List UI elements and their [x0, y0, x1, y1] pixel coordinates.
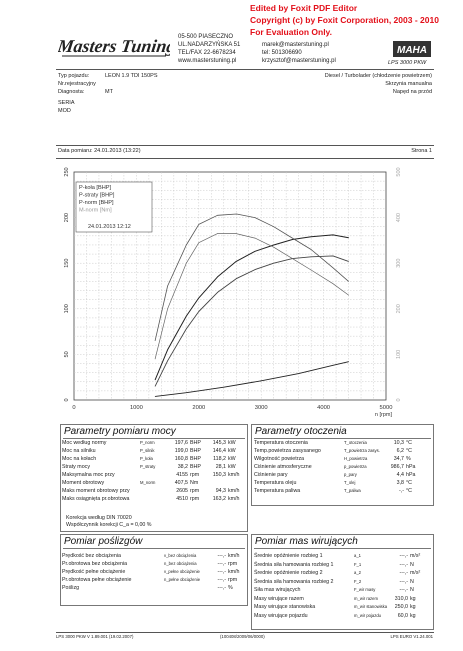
params-sym-5: M_norm — [140, 480, 156, 485]
params-v1-1: 199,0 — [174, 448, 188, 454]
slip-sym-0: v_bez obciążenia — [164, 553, 197, 558]
masters-tuning-logo — [58, 30, 170, 60]
params-sym-2: P_koła — [140, 456, 153, 461]
watermark-line-2: Copyright (c) by Foxit Corporation, 2003 - 2010 — [250, 15, 439, 25]
reg-number-label: Nr.rejestracyjny — [58, 81, 96, 87]
series-3-point-7 — [273, 226, 274, 227]
series-3-point-3 — [199, 224, 200, 225]
series-0-point-1 — [167, 350, 168, 351]
mod-label: MOD — [58, 108, 71, 114]
series-2-point-4 — [298, 373, 299, 374]
x-tick-1: 1000 — [129, 405, 143, 411]
series-1-point-4 — [217, 292, 218, 293]
params-u1-6: rpm — [190, 488, 200, 494]
slip-label-3: Pr.obrotowa pełne obciążenie — [62, 577, 132, 583]
env-label-5: Temperatura oleju — [254, 480, 297, 486]
series-2-point-0 — [155, 396, 156, 397]
params-label-2: Moc na kołach — [62, 456, 97, 462]
series-2-point-6 — [348, 361, 349, 362]
contact-email-2: krzysztof@masterstuning.pl — [262, 58, 336, 64]
series-1-point-10 — [333, 256, 334, 257]
slip-unit-3: rpm — [228, 577, 238, 583]
masses-sym-3: F_2 — [354, 578, 362, 584]
series-4-point-1 — [167, 309, 168, 310]
env-sym-3: p_powietrza — [344, 464, 367, 469]
diagnostician-label: Diagnosta: — [58, 89, 85, 95]
masses-sym-0: a_1 — [354, 553, 361, 558]
y-right-tick-2: 200 — [396, 304, 402, 314]
series-line-2 — [155, 362, 349, 397]
series-1-point-2 — [186, 329, 187, 330]
series-3-point-10 — [333, 268, 334, 269]
env-label-3: Ciśnienie atmosferyczne — [254, 464, 312, 470]
slip-unit-2: km/h — [228, 569, 240, 575]
masses-label-5: Masy wirujące razem — [254, 595, 304, 602]
series-label: SERIA — [58, 100, 75, 106]
params-v1-6: 2605 — [176, 488, 188, 494]
masses-label-1: Średnia siła hamowania rozbieg 1 — [254, 561, 334, 568]
params-sym-3: P_straty — [140, 464, 156, 469]
masses-sym-4: F_wir masy — [354, 587, 376, 592]
masses-sym-2: a_2 — [354, 570, 361, 575]
env-val-5: 3,8 — [396, 480, 404, 486]
y-left-tick-3: 150 — [64, 258, 70, 268]
x-tick-2: 2000 — [192, 405, 206, 411]
correction-factor: Współczynnik korekcji C_a = 0,00 % — [66, 522, 152, 528]
series-line-3 — [155, 214, 349, 341]
params-v2-3: 28,1 — [215, 464, 226, 470]
series-0-point-8 — [292, 239, 293, 240]
series-4-point-2 — [186, 263, 187, 264]
legend-date: 24.01.2013 12:12 — [88, 224, 131, 230]
gearbox-type: Skrzynia manualna — [385, 81, 432, 87]
masses-sym-7: m_wir pojazdu — [354, 612, 381, 618]
series-0-point-11 — [348, 237, 349, 238]
page-number: Strona 1 — [411, 148, 432, 154]
vehicle-type-label: Typ pojazdu: — [58, 73, 90, 79]
masses-val-0: ---,- — [399, 553, 408, 559]
params-v2-7: 163,2 — [212, 496, 226, 502]
series-4-point-10 — [333, 283, 334, 284]
series-1-point-7 — [273, 263, 274, 264]
series-4-point-4 — [217, 233, 218, 234]
x-tick-4: 4000 — [317, 405, 331, 411]
env-unit-6: °C — [406, 488, 412, 494]
env-unit-1: °C — [406, 448, 412, 454]
masses-label-0: Średnie opóźnienie rozbieg 1 — [254, 553, 323, 559]
slip-unit-4: % — [228, 585, 233, 591]
masses-val-1: ---,- — [399, 561, 408, 568]
legend-item-0: P-koła [BHP] — [79, 185, 112, 191]
masses-val-2: ---,- — [399, 570, 408, 576]
series-1-point-9 — [311, 257, 312, 258]
engine-type: Diesel / Turbolader (chłodzenie powietrzem) — [324, 73, 432, 79]
params-u1-7: rpm — [190, 496, 200, 502]
params-v1-0: 197,6 — [174, 440, 188, 446]
vehicle-type-value: LEON 1.9 TDI 150PS — [105, 73, 158, 79]
env-val-2: 34,7 — [393, 456, 404, 462]
slip-unit-0: km/h — [228, 553, 240, 559]
series-0-point-10 — [333, 235, 334, 236]
masses-val-6: 250,0 — [394, 604, 408, 610]
env-val-3: 986,7 — [390, 464, 404, 470]
params-v2-4: 150,3 — [212, 472, 226, 478]
y-left-tick-4: 200 — [64, 213, 70, 223]
env-val-6: -,- — [399, 488, 404, 494]
correction-note: Korekcja według DIN 70020 — [66, 515, 132, 521]
params-u2-1: kW — [228, 448, 236, 454]
params-sym-0: P_norm — [140, 440, 155, 445]
params-u1-3: BHP — [190, 464, 201, 470]
params-label-7: Maks osiągnięta pr.obrotowa — [62, 496, 130, 502]
params-sym-1: P_silnik — [140, 448, 155, 453]
series-4-point-8 — [292, 258, 293, 259]
params-v1-7: 4510 — [176, 496, 188, 502]
slip-sym-2: v_pełne obciążenie — [164, 569, 200, 574]
series-0-point-3 — [199, 298, 200, 299]
env-sym-5: T_olej — [344, 480, 356, 485]
masses-unit-2: m/s² — [410, 570, 421, 576]
params-label-1: Moc na silniku — [62, 448, 96, 454]
y-left-tick-2: 100 — [64, 304, 70, 314]
masses-unit-1: N — [410, 561, 414, 568]
env-sym-6: T_paliwa — [344, 488, 361, 493]
masses-sym-6: m_wir stanowiska — [354, 604, 388, 609]
y-right-tick-1: 100 — [396, 349, 402, 359]
series-1-point-1 — [167, 361, 168, 362]
series-3-point-1 — [167, 286, 168, 287]
legend-item-1: P-straty [BHP] — [79, 192, 115, 199]
contact-phone: tel: 501306690 — [262, 50, 302, 56]
maha-logo — [392, 40, 432, 58]
power-chart — [56, 160, 436, 422]
params-v1-4: 4155 — [176, 472, 188, 478]
slip-unit-1: rpm — [228, 561, 238, 567]
series-1-point-11 — [348, 261, 349, 262]
params-u2-0: kW — [228, 440, 236, 446]
env-unit-0: °C — [406, 440, 412, 446]
slip-label-4: Poślizg — [62, 585, 80, 591]
env-val-0: 10,3 — [393, 440, 404, 446]
slip-label-2: Prędkość pełne obciążenie — [62, 569, 126, 575]
series-0-point-9 — [311, 237, 312, 238]
series-2-point-2 — [224, 387, 225, 388]
series-3-point-0 — [155, 340, 156, 341]
env-sym-1: T_powietrza zasys. — [344, 448, 380, 453]
params-v2-6: 94,3 — [215, 488, 226, 494]
params-u1-1: BHP — [190, 448, 201, 454]
masses-sym-1: F_1 — [354, 561, 362, 567]
footer-center: (100408/2009/06/0000) — [220, 634, 265, 639]
series-2-point-5 — [333, 365, 334, 366]
masses-unit-4: N — [410, 587, 414, 593]
y-right-tick-3: 300 — [396, 258, 402, 268]
params-label-0: Moc według normy — [62, 440, 107, 446]
diagnostician-value: MT — [105, 89, 113, 95]
params-u2-4: km/h — [228, 472, 240, 478]
series-0-point-7 — [273, 245, 274, 246]
slip-label-1: Pr.obrotowa bez obciążenia — [62, 561, 128, 567]
params-u1-4: rpm — [190, 472, 200, 478]
x-tick-5: 5000 — [379, 405, 393, 411]
series-3-point-4 — [217, 215, 218, 216]
masses-label-6: Masy wirujące stanowiska — [254, 604, 316, 610]
slip-label-0: Prędkość bez obciążenia — [62, 553, 121, 559]
contact-email-1: marek@masterstuning.pl — [262, 42, 329, 48]
address-line-4: www.masterstuning.pl — [178, 58, 237, 64]
params-label-3: Straty mocy — [62, 464, 90, 470]
env-unit-5: °C — [406, 480, 412, 486]
legend-item-3: M-norm [Nm] — [79, 207, 112, 214]
params-v1-2: 160,8 — [174, 456, 188, 462]
watermark-line-3: For Evaluation Only. — [250, 27, 333, 37]
series-3-point-9 — [311, 249, 312, 250]
slip-val-4: ---,- — [217, 585, 226, 591]
env-sym-0: T_otoczenia — [344, 440, 367, 445]
drive-type: Napęd na przód — [392, 89, 432, 95]
env-unit-4: hPa — [406, 472, 416, 478]
series-2-point-1 — [186, 392, 187, 393]
series-1-point-6 — [255, 269, 256, 270]
masses-label-3: Średnia siła hamowania rozbieg 2 — [254, 578, 334, 585]
series-0-point-6 — [255, 251, 256, 252]
env-label-4: Ciśnienie pary — [254, 472, 288, 478]
params-u1-5: Nm — [190, 480, 199, 486]
series-4-point-5 — [236, 233, 237, 234]
masses-label-7: Masy wirujące pojazdu — [254, 612, 308, 619]
params-v2-1: 146,4 — [212, 448, 226, 454]
params-v2-0: 145,3 — [212, 440, 226, 446]
masses-label-2: Średnie opóźnienie rozbieg 2 — [254, 570, 323, 576]
brand-logo-text: Masters Tuning — [58, 36, 170, 56]
address-line-3: TEL/FAX 22-6678234 — [178, 50, 236, 56]
power-params-title: Parametry pomiaru mocy — [64, 426, 176, 437]
masses-val-5: 310,0 — [394, 595, 408, 602]
series-0-point-2 — [186, 316, 187, 317]
params-label-6: Maks moment obrotowy przy — [62, 488, 130, 494]
series-4-point-3 — [199, 242, 200, 243]
params-v2-2: 118,2 — [213, 456, 226, 462]
address-line-2: UL.NADARZYŃSKA 51 — [178, 42, 241, 48]
series-3-point-5 — [236, 214, 237, 215]
masses-label-4: Siła mas wirujących — [254, 587, 301, 593]
footer-right: LPS EURO V1.24.001 — [390, 634, 433, 639]
y-right-tick-4: 400 — [396, 213, 402, 223]
env-val-4: 4,4 — [396, 472, 404, 478]
x-tick-3: 3000 — [254, 405, 268, 411]
env-params-title: Parametry otoczenia — [255, 426, 347, 437]
masses-unit-7: kg — [410, 612, 416, 619]
params-u2-3: kW — [228, 464, 236, 470]
masses-val-7: 60,0 — [397, 612, 408, 619]
slip-title: Pomiar poślizgów — [64, 536, 143, 547]
series-3-point-11 — [348, 281, 349, 282]
series-3-point-6 — [255, 217, 256, 218]
params-label-4: Maksymalna moc przy — [62, 472, 115, 478]
watermark-line-1: Edited by Foxit PDF Editor — [250, 3, 358, 13]
env-label-6: Temperatura paliwa — [254, 488, 301, 494]
params-u2-2: kW — [228, 456, 236, 462]
y-left-tick-5: 250 — [64, 167, 70, 177]
x-axis-label: n [rpm] — [374, 412, 392, 418]
env-label-1: Temp.powietrza zasysanego — [254, 448, 321, 454]
slip-val-3: ---,- — [217, 577, 226, 583]
svg-text:MAHA: MAHA — [397, 45, 427, 56]
params-u2-6: km/h — [228, 488, 240, 494]
masses-val-4: ---,- — [399, 587, 408, 593]
masses-unit-3: N — [410, 578, 414, 585]
env-val-1: 6,2 — [396, 448, 404, 454]
series-1-point-5 — [236, 278, 237, 279]
power-chart-svg — [56, 160, 436, 422]
series-4-point-0 — [155, 359, 156, 360]
x-tick-0: 0 — [72, 405, 76, 411]
params-u2-7: km/h — [228, 496, 240, 502]
masses-sym-5: m_wir razem — [354, 595, 378, 601]
masses-unit-0: m/s² — [410, 553, 421, 559]
y-left-tick-1: 50 — [64, 351, 70, 358]
masses-unit-6: kg — [410, 604, 416, 610]
masses-val-3: ---,- — [399, 578, 408, 585]
env-sym-2: H_powietrza — [344, 456, 368, 461]
y-right-tick-0: 0 — [396, 398, 402, 402]
slip-val-0: ---,- — [217, 553, 226, 559]
slip-sym-1: n_bez obciążenia — [164, 561, 197, 566]
masses-unit-5: kg — [410, 595, 416, 602]
params-label-5: Moment obrotowy — [62, 480, 105, 486]
env-label-0: Temperatura otoczenia — [254, 440, 308, 446]
slip-val-2: ---,- — [217, 569, 226, 575]
params-v1-5: 407,5 — [174, 480, 188, 486]
series-3-point-2 — [186, 245, 187, 246]
series-1-point-0 — [155, 386, 156, 387]
env-unit-3: hPa — [406, 464, 416, 470]
series-4-point-7 — [273, 247, 274, 248]
y-right-tick-5: 500 — [396, 167, 402, 177]
series-line-4 — [155, 234, 349, 359]
slip-val-1: ---,- — [217, 561, 226, 567]
series-4-point-11 — [348, 295, 349, 296]
params-v1-3: 38,2 — [177, 464, 188, 470]
series-3-point-8 — [292, 238, 293, 239]
series-0-point-4 — [217, 277, 218, 278]
env-sym-4: p_pary — [344, 472, 357, 477]
maha-model: LPS 3000 PKW — [388, 60, 427, 66]
series-0-point-0 — [155, 380, 156, 381]
slip-sym-3: n_pełne obciążenie — [164, 577, 201, 582]
params-u1-2: BHP — [190, 456, 201, 462]
legend-item-2: P-norm [BHP] — [79, 200, 114, 206]
measurement-date: Data pomiaru: 24.01.2013 (13:22) — [58, 148, 141, 154]
series-2-point-3 — [261, 381, 262, 382]
series-4-point-9 — [311, 270, 312, 271]
address-line-1: 05-500 PIASECZNO — [178, 34, 234, 40]
y-left-tick-0: 0 — [64, 398, 70, 402]
env-unit-2: % — [406, 456, 411, 462]
footer-left: LPS 3000 PKW V 1.89.001 (19.02.2007) — [56, 634, 134, 639]
series-0-point-5 — [236, 261, 237, 262]
params-u1-0: BHP — [190, 440, 201, 446]
series-1-point-3 — [199, 311, 200, 312]
env-label-2: Wilgotność powietrza — [254, 456, 305, 462]
masses-title: Pomiar mas wirujących — [255, 536, 358, 547]
series-4-point-6 — [255, 238, 256, 239]
